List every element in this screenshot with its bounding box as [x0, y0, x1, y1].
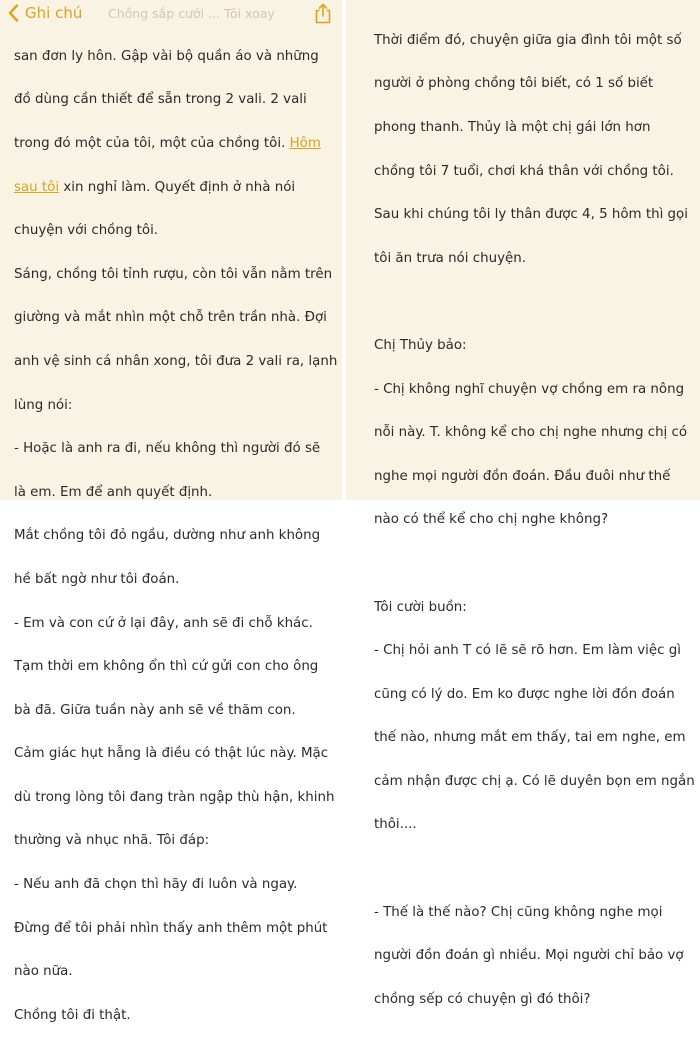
- note-line: giường và mắt nhìn một chỗ trên trần nhà. Đợi: [14, 310, 327, 326]
- note-line: Sau khi chúng tôi ly thân được 4, 5 hôm thì gọi: [374, 207, 688, 223]
- note-line: Cảm giác hụt hẫng là điều có thật lúc này. Mặc: [14, 746, 329, 762]
- note-line: nào nữa.: [14, 964, 73, 980]
- note-line: đồ dùng cần thiết để sẵn trong 2 vali. 2 vali: [14, 92, 307, 108]
- note-text: trong đó một của tôi, một của chồng tôi.: [14, 135, 290, 151]
- left-note-panel[interactable]: [0, 0, 342, 1023]
- blank-line: [374, 553, 696, 575]
- chevron-left-icon: [8, 4, 19, 22]
- note-line: lùng nói:: [14, 397, 73, 413]
- note-line: Chồng tôi đi thật.: [14, 1007, 131, 1023]
- back-to-notes-button[interactable]: [8, 3, 82, 23]
- share-button[interactable]: [314, 3, 332, 24]
- date-link-hom[interactable]: Hôm: [289, 135, 321, 151]
- note-line: san đơn ly hôn. Gập vài bộ quần áo và những: [14, 48, 319, 64]
- note-line: cũng có lý do. Em ko được nghe lời đồn đoán: [374, 686, 675, 702]
- faded-note-title: Chồng sắp cưới ... Tôi xoay: [108, 6, 275, 21]
- notes-header-bar: [0, 0, 342, 26]
- note-line: là em. Em để anh quyết định.: [14, 484, 213, 500]
- blank-line: [374, 291, 696, 313]
- note-line: chồng tôi 7 tuổi, chơi khá thân với chồng tôi.: [374, 163, 674, 179]
- note-line: Tạm thời em không ổn thì cứ gửi con cho ông: [14, 659, 319, 675]
- note-line: người đồn đoán gì nhiều. Mọi người chỉ bảo vợ: [374, 948, 684, 964]
- date-link-sau-toi[interactable]: sau tôi: [14, 179, 60, 195]
- note-line: Chị Thủy bảo:: [374, 337, 467, 353]
- note-line: hề bất ngờ như tôi đoán.: [14, 571, 180, 587]
- note-line: - Hoặc là anh ra đi, nếu không thì người đó sẽ: [14, 441, 321, 457]
- note-line: thường và nhục nhã. Tôi đáp:: [14, 833, 210, 849]
- back-button-label: Ghi chú: [25, 4, 83, 22]
- note-line: Sáng, chồng tôi tỉnh rượu, còn tôi vẫn nằm trên: [14, 266, 333, 282]
- left-note-body[interactable]: [14, 24, 342, 1048]
- note-line: [14, 177, 342, 199]
- note-line: bà đã. Giữa tuần này anh sẽ về thăm con.: [14, 702, 296, 718]
- note-line: anh vệ sinh cá nhân xong, tôi đưa 2 vali ra, lạnh: [14, 353, 338, 369]
- note-line: Thời điểm đó, chuyện giữa gia đình tôi một số: [374, 32, 682, 48]
- note-line: chồng sếp có chuyện gì đó thôi?: [374, 991, 591, 1007]
- note-line: nghe mọi người đồn đoán. Đầu đuôi như thế: [374, 468, 671, 484]
- share-icon: [314, 3, 332, 24]
- note-line: Tôi cười buồn:: [374, 599, 467, 615]
- note-line: - Chị hỏi anh T có lẽ sẽ rõ hơn. Em làm việc gì: [374, 643, 681, 659]
- right-note-body[interactable]: [374, 8, 696, 1032]
- note-line: Mắt chồng tôi đỏ ngầu, dường như anh không: [14, 528, 321, 544]
- note-line: - Em và con cứ ở lại đây, anh sẽ đi chỗ khác.: [14, 615, 313, 631]
- blank-line: [374, 858, 696, 880]
- note-line: người ở phòng chồng tôi biết, có 1 số biết: [374, 76, 654, 92]
- note-line: - Chị không nghĩ chuyện vợ chồng em ra nông: [374, 381, 685, 397]
- note-line: tôi ăn trưa nói chuyện.: [374, 250, 526, 266]
- note-line: nào có thể kể cho chị nghe không?: [374, 512, 609, 528]
- note-line: thôi....: [374, 817, 417, 833]
- note-line: phong thanh. Thủy là một chị gái lớn hơn: [374, 119, 651, 135]
- note-line: cảm nhận được chị ạ. Có lẽ duyên bọn em ngắn: [374, 773, 695, 789]
- note-line: nỗi này. T. không kể cho chị nghe nhưng chị có: [374, 425, 688, 441]
- note-line: chuyện với chồng tôi.: [14, 223, 159, 239]
- note-line: Đừng để tôi phải nhìn thấy anh thêm một phút: [14, 920, 328, 936]
- note-line: dù trong lòng tôi đang tràn ngập thù hận, khinh: [14, 789, 335, 805]
- note-line: [14, 133, 342, 155]
- note-line: - Thế là thế nào? Chị cũng không nghe mọi: [374, 904, 663, 920]
- note-line: thế nào, nhưng mắt em thấy, tai em nghe, em: [374, 730, 686, 746]
- note-line: - Nếu anh đã chọn thì hãy đi luôn và ngay.: [14, 877, 298, 893]
- note-text: xin nghỉ làm. Quyết định ở nhà nói: [59, 179, 296, 195]
